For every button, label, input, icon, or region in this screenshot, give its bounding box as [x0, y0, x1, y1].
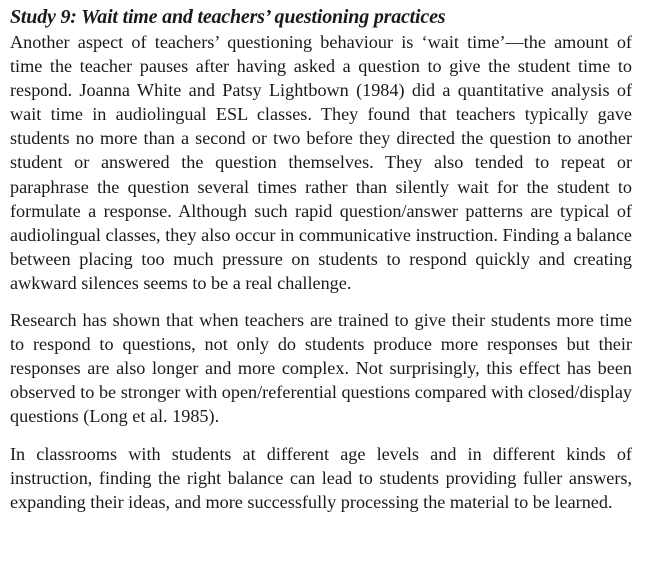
section-heading: Study 9: Wait time and teachers’ questioning practices [10, 6, 446, 28]
paragraph-research-findings: Research has shown that when teachers are trained to give their students more time to respond to questions, not only do students produce more responses but their responses are also longer and more complex. Not surprisingly, this effect has been observed to be stronger with open/referential questions compared with closed/display questions (Long et al. 1985). [10, 310, 632, 427]
paragraph-wait-time-intro: Another aspect of teachers’ questioning behaviour is ‘wait time’—the amount of time the teacher pauses after having asked a question to give the student time to respond. Joanna White and Patsy Lightbown (1984) did a quantitative analysis of wait time in audiolingual ESL classes. They found that teachers typically gave students no more than a second or two before they directed the question to another student or answered the question themselves. They also tended to repeat or paraphrase the question several times rather than silently wait for the student to formulate a response. Although such rapid question/answer patterns are typical of audiolingual classes, they also occur in communicative instruction. Finding a balance between placing too much pressure on students to respond quickly and creating awkward silences seems to be a real challenge. [10, 32, 632, 293]
document-page [10, 4, 632, 527]
paragraph-classroom-balance: In classrooms with students at different age levels and in different kinds of instruction, finding the right balance can lead to students providing fuller answers, expanding their ideas, and more successfully processing the material to be learned. [10, 443, 632, 512]
